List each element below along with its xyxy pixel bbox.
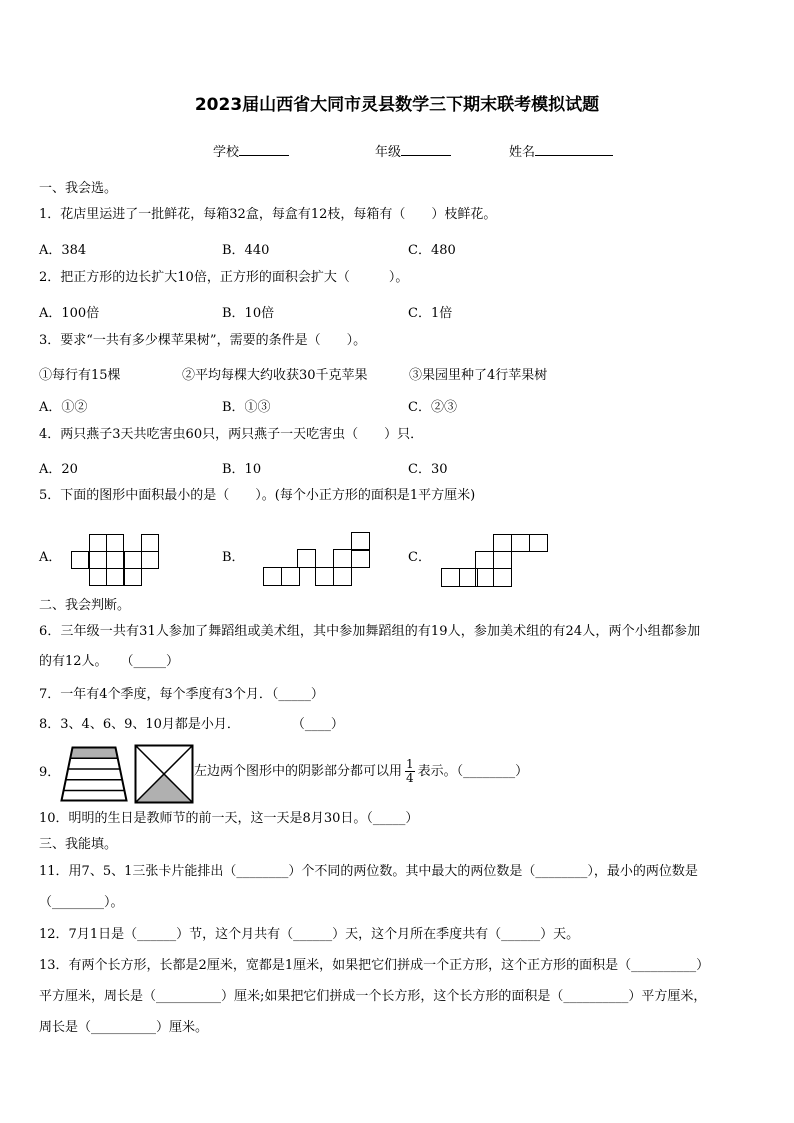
q1-option-b[interactable]: B．440 (222, 243, 270, 258)
one-quarter-fraction (405, 758, 415, 785)
question-2: 2．把正方形的边长扩大10倍，正方形的面积会扩大（ ）。 (39, 270, 409, 285)
q5-shape-b (263, 532, 373, 586)
name-field (509, 141, 613, 160)
q5-shape-a (71, 534, 163, 586)
grade-field (375, 141, 451, 160)
q3-condition-1: ①每行有15棵 (39, 368, 121, 383)
q3-option-a[interactable]: A．①② (39, 400, 88, 415)
question-9-label: 9． (39, 765, 61, 780)
q2-option-a[interactable]: A．100倍 (39, 306, 100, 321)
q3-condition-3: ③果园里种了4行苹果树 (409, 368, 548, 383)
grade-blank[interactable] (401, 143, 451, 156)
question-4: 4．两只燕子3天共吃害虫60只，两只燕子一天吃害虫（ ）只． (39, 427, 424, 442)
q3-option-b[interactable]: B．①③ (222, 400, 271, 415)
section-2-heading: 二、我会判断。 (39, 598, 131, 613)
q4-option-c[interactable]: C．30 (408, 462, 448, 477)
q9-text-after: 表示。（________） (417, 764, 529, 779)
grade-label: 年级 (375, 145, 402, 160)
q5-option-a[interactable]: A． (39, 550, 62, 565)
q1-option-a[interactable]: A．384 (39, 243, 87, 258)
question-5: 5．下面的图形中面积最小的是（ ）。(每个小正方形的面积是1平方厘米) (39, 488, 476, 503)
name-blank[interactable] (535, 143, 613, 156)
page-title: 2023届山西省大同市灵县数学三下期末联考模拟试题 (194, 95, 600, 115)
question-8: 8．3、4、6、9、10月都是小月． （____） (39, 717, 344, 732)
question-10: 10．明明的生日是教师节的前一天，这一天是8月30日。（_____） (39, 811, 419, 826)
fraction-numerator: 1 (406, 757, 414, 771)
question-9-text (194, 757, 528, 787)
question-12: 12．7月1日是（______）节，这个月共有（______）天，这个月所在季度共有（______）天。 (39, 927, 580, 942)
fraction-denominator: 4 (406, 771, 414, 785)
school-field (213, 141, 289, 160)
q2-option-b[interactable]: B．10倍 (222, 306, 275, 321)
section-1-heading: 一、我会选。 (39, 181, 118, 196)
school-blank[interactable] (239, 143, 289, 156)
question-13-line-1: 13．有两个长方形，长都是2厘米，宽都是1厘米，如果把它们拼成一个正方形，这个正方形的面积是（__________） (39, 958, 710, 973)
q5-option-b[interactable]: B． (222, 550, 245, 565)
q3-option-c[interactable]: C．②③ (408, 400, 457, 415)
section-3-heading: 三、我能填。 (39, 837, 118, 852)
question-3: 3．要求“一共有多少棵苹果树”，需要的条件是（ ）。 (39, 333, 367, 348)
question-1: 1．花店里运进了一批鲜花，每箱32盒，每盒有12枝，每箱有（ ）枝鲜花。 (39, 207, 497, 222)
question-6-line-1: 6．三年级一共有31人参加了舞蹈组或美术组，其中参加舞蹈组的有19人，参加美术组的有24人，两个小组都参加 (39, 624, 701, 639)
question-13-line-3: 周长是（__________）厘米。 (39, 1020, 209, 1035)
question-11-line-2: （________）。 (39, 895, 124, 910)
question-7: 7．一年有4个季度，每个季度有3个月．（_____） (39, 687, 324, 702)
q9-square-figure (134, 744, 194, 804)
q5-option-c[interactable]: C． (408, 550, 431, 565)
question-6-line-2: 的有12人。 （_____） (39, 654, 180, 669)
q4-option-a[interactable]: A．20 (39, 462, 78, 477)
question-11-line-1: 11．用7、5、1三张卡片能排出（________）个不同的两位数。其中最大的两位数是（________），最小的两位数是 (39, 864, 698, 879)
q3-condition-2: ②平均每棵大约收获30千克苹果 (182, 368, 368, 383)
question-13-line-2: 平方厘米，周长是（__________）厘米;如果把它们拼成一个长方形，这个长方形的面积是（__________）平方厘米， (39, 989, 707, 1004)
q4-option-b[interactable]: B．10 (222, 462, 262, 477)
school-label: 学校 (213, 145, 240, 160)
q5-shape-c (441, 534, 551, 588)
name-label: 姓名 (509, 145, 536, 160)
q2-option-c[interactable]: C．1倍 (408, 306, 453, 321)
q9-text-before: 左边两个图形中的阴影部分都可以用 (194, 764, 403, 779)
q9-trapezoid-figure (60, 746, 128, 802)
q1-option-c[interactable]: C．480 (408, 243, 456, 258)
